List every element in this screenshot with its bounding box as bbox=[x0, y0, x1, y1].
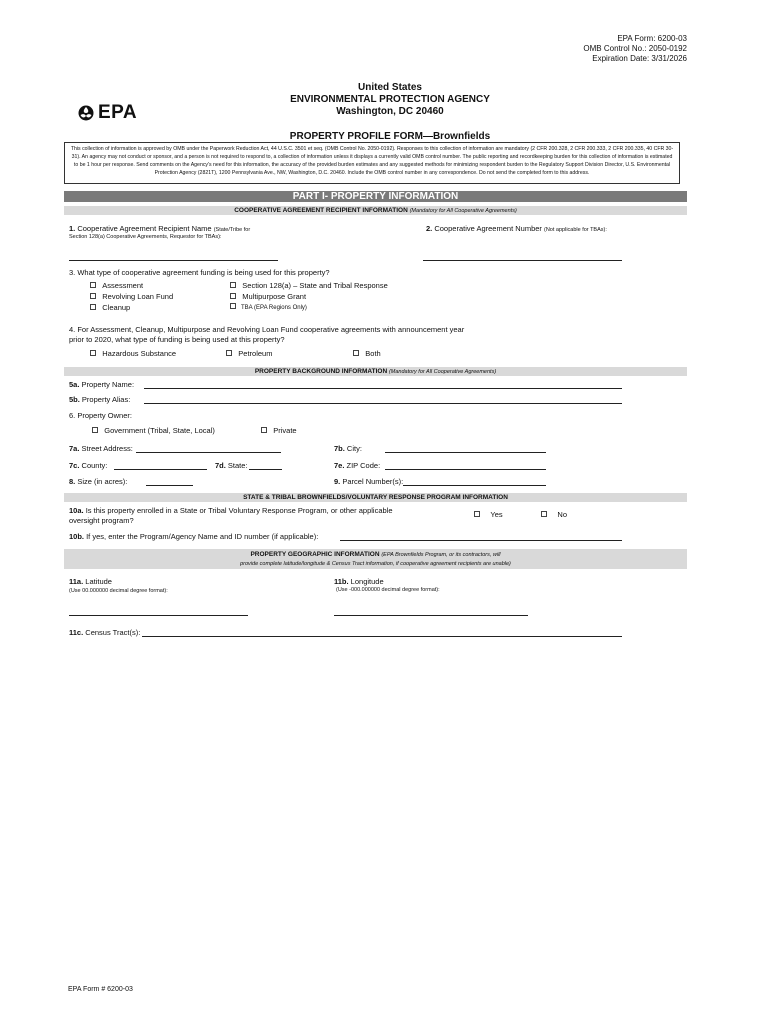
coop-section-title: COOPERATIVE AGREEMENT RECIPIENT INFORMATION bbox=[234, 207, 408, 214]
background-section-title: PROPERTY BACKGROUND INFORMATION bbox=[254, 368, 388, 375]
q2-text: Cooperative Agreement Number bbox=[432, 224, 542, 233]
q1-number: 1. bbox=[69, 224, 76, 233]
q7a-number: 7a. bbox=[69, 444, 80, 453]
vrp-section-header: STATE & TRIBAL BROWNFIELDS/VOLUNTARY RESPONSE PROGRAM INFORMATION bbox=[64, 493, 687, 502]
city-field[interactable] bbox=[385, 452, 546, 453]
q6-option-government[interactable] bbox=[92, 426, 215, 435]
option-label: Cleanup bbox=[102, 303, 131, 312]
parcel-number-field[interactable] bbox=[403, 485, 546, 486]
epa-logo-text: EPA bbox=[98, 102, 138, 123]
q1-label bbox=[69, 224, 250, 233]
q10a-line-2: oversight program? bbox=[69, 516, 134, 525]
checkbox[interactable] bbox=[353, 350, 359, 356]
background-section-note: (Mandatory for All Cooperative Agreements) bbox=[388, 369, 497, 375]
form-header-info bbox=[583, 34, 687, 64]
coop-section-note: (Mandatory for All Cooperative Agreements) bbox=[409, 208, 517, 214]
q11b-number: 11b. bbox=[334, 577, 349, 586]
option-label: Assessment bbox=[102, 281, 144, 290]
street-address-field[interactable] bbox=[136, 452, 281, 453]
q3-option-multipurpose[interactable] bbox=[230, 292, 388, 303]
q11a-number: 11a. bbox=[69, 577, 84, 586]
q7b-number: 7b. bbox=[334, 444, 345, 453]
checkbox[interactable] bbox=[261, 427, 267, 433]
q7c-label bbox=[69, 461, 107, 470]
q10a-number: 10a. bbox=[69, 506, 84, 515]
checkbox[interactable] bbox=[90, 350, 96, 356]
omb-control-number: OMB Control No.: 2050-0192 bbox=[583, 44, 687, 53]
q10a-text: Is this property enrolled in a State or Tribal Voluntary Response Program, or other applicable bbox=[83, 506, 393, 515]
checkbox[interactable] bbox=[541, 511, 547, 517]
q3-option-rlf[interactable] bbox=[90, 292, 173, 303]
q7a-text: Street Address: bbox=[79, 444, 133, 453]
geo-section-note: (EPA Brownfields Program, or its contractors, will bbox=[381, 552, 501, 558]
q9-label bbox=[334, 477, 403, 486]
q10a-line-1 bbox=[69, 506, 393, 515]
part1-title: PART I- PROPERTY INFORMATION bbox=[64, 191, 687, 202]
q6-option-private[interactable] bbox=[261, 426, 297, 435]
checkbox[interactable] bbox=[226, 350, 232, 356]
q10b-text: If yes, enter the Program/Agency Name and ID number (if applicable): bbox=[84, 532, 319, 541]
q7e-number: 7e. bbox=[334, 461, 345, 470]
option-label: Multipurpose Grant bbox=[242, 292, 307, 301]
geo-section-note-2: provide complete latitude/longitude & Census Tract information, if cooperative agreement recipients are unable) bbox=[240, 561, 511, 567]
q7d-label bbox=[215, 461, 248, 470]
recipient-name-field[interactable] bbox=[69, 260, 278, 261]
checkbox[interactable] bbox=[92, 427, 98, 433]
option-label: Revolving Loan Fund bbox=[102, 292, 174, 301]
option-label: Hazardous Substance bbox=[102, 349, 177, 358]
agreement-number-field[interactable] bbox=[423, 260, 622, 261]
form-number: EPA Form: 6200-03 bbox=[617, 34, 687, 43]
size-acres-field[interactable] bbox=[146, 485, 193, 486]
q10a-option-yes[interactable] bbox=[474, 510, 503, 519]
zip-code-field[interactable] bbox=[385, 469, 546, 470]
q7e-label bbox=[334, 461, 380, 470]
agency-line-2: ENVIRONMENTAL PROTECTION AGENCY bbox=[290, 94, 490, 105]
q7d-text: State: bbox=[225, 461, 248, 470]
q7c-number: 7c. bbox=[69, 461, 80, 470]
form-title: PROPERTY PROFILE FORM—Brownfields bbox=[289, 131, 491, 142]
q5b-number: 5b. bbox=[69, 395, 80, 404]
coop-section-header bbox=[64, 206, 687, 215]
q4-option-both[interactable] bbox=[353, 349, 381, 358]
q10a-option-no[interactable] bbox=[541, 510, 567, 519]
census-tract-field[interactable] bbox=[142, 636, 622, 637]
longitude-field[interactable] bbox=[334, 615, 528, 616]
q11c-label bbox=[69, 628, 140, 637]
q10b-number: 10b. bbox=[69, 532, 85, 541]
background-section-header bbox=[64, 367, 687, 376]
q5a-label bbox=[69, 380, 134, 389]
q4-option-petroleum[interactable] bbox=[226, 349, 272, 358]
option-label: Yes bbox=[490, 510, 503, 519]
q5a-text: Property Name: bbox=[79, 380, 135, 389]
q3-option-section128a[interactable] bbox=[230, 281, 388, 292]
county-field[interactable] bbox=[114, 469, 207, 470]
q11c-number: 11c. bbox=[69, 628, 84, 637]
checkbox[interactable] bbox=[90, 282, 96, 288]
q1-text: Cooperative Agreement Recipient Name bbox=[75, 224, 212, 233]
q2-note: (Not applicable for TBAs): bbox=[544, 227, 607, 233]
property-name-field[interactable] bbox=[144, 388, 622, 389]
q11a-label bbox=[69, 577, 112, 586]
q7c-text: County: bbox=[79, 461, 108, 470]
q3-label: 3. What type of cooperative agreement funding is being used for this property? bbox=[69, 268, 330, 277]
option-label: TBA (EPA Regions Only) bbox=[241, 305, 307, 311]
checkbox[interactable] bbox=[230, 303, 236, 309]
q1-note: (State/Tribe for bbox=[213, 227, 251, 233]
paperwork-notice: This collection of information is approved by OMB under the Paperwork Reduction Act, 44 U.S.C. 3501 et seq. (OMB Control No. 2050-0192). Responses to this collection of information are mandatory (2 CFR 200.328, 2 CFR 200.333, 2 CFR 200.335, 40 CFR 30-31). An agency may not conduct or sponsor, and a person is not required to respond to, a collection of information unless it displays a currently valid OMB control number. The public reporting and recordkeeping burden for this collection of information is estimated to be 1 hour per response. Send comments on the Agency's need for this information, the accuracy of the provided burden estimates and any suggested methods for minimizing respondent burden to the Regulatory Support Division Director, U.S. Environmental Protection Agency (2821T), 1200 Pennsylvania Ave., NW, Washington, D.C. 20460. Include the OMB control number in any correspondence. Do not send the completed form to this address. bbox=[64, 142, 680, 184]
checkbox[interactable] bbox=[474, 511, 480, 517]
q8-number: 8. bbox=[69, 477, 76, 486]
q9-text: Parcel Number(s): bbox=[340, 477, 404, 486]
q7a-label bbox=[69, 444, 133, 453]
program-agency-field[interactable] bbox=[340, 540, 622, 541]
q5b-text: Property Alias: bbox=[79, 395, 131, 404]
q1-note-2: Section 128(a) Cooperative Agreements, Requestor for TBAs): bbox=[69, 234, 222, 240]
expiration-date: Expiration Date: 3/31/2026 bbox=[592, 54, 687, 63]
latitude-field[interactable] bbox=[69, 615, 248, 616]
option-label: Petroleum bbox=[238, 349, 273, 358]
agency-line-1: United States bbox=[358, 82, 422, 93]
q7b-label bbox=[334, 444, 362, 453]
q6-label: 6. Property Owner: bbox=[69, 411, 132, 420]
q11b-note: (Use -000.000000 decimal degree format): bbox=[336, 587, 440, 593]
q11a-text: Latitude bbox=[83, 577, 112, 586]
agency-line-3: Washington, DC 20460 bbox=[336, 106, 444, 117]
q10b-label bbox=[69, 532, 318, 541]
q8-label bbox=[69, 477, 127, 486]
q3-option-cleanup[interactable] bbox=[90, 303, 173, 314]
q3-options-left bbox=[90, 281, 173, 314]
q11c-text: Census Tract(s): bbox=[83, 628, 141, 637]
q2-label bbox=[426, 224, 607, 233]
q9-number: 9. bbox=[334, 477, 341, 486]
footer-form-number: EPA Form # 6200-03 bbox=[68, 986, 133, 993]
option-label: Both bbox=[365, 349, 381, 358]
q7e-text: ZIP Code: bbox=[344, 461, 381, 470]
agency-heading bbox=[0, 82, 770, 118]
q7d-number: 7d. bbox=[215, 461, 226, 470]
checkbox[interactable] bbox=[230, 293, 236, 299]
q7b-text: City: bbox=[344, 444, 362, 453]
q3-options-right bbox=[230, 281, 388, 314]
option-label: Government (Tribal, State, Local) bbox=[104, 426, 215, 435]
q4-line-1: 4. For Assessment, Cleanup, Multipurpose and Revolving Loan Fund cooperative agreements with announcement year bbox=[69, 325, 465, 334]
state-field[interactable] bbox=[249, 469, 282, 470]
option-label: Private bbox=[273, 426, 297, 435]
property-alias-field[interactable] bbox=[144, 403, 622, 404]
checkbox[interactable] bbox=[90, 293, 96, 299]
checkbox[interactable] bbox=[230, 282, 236, 288]
option-label: Section 128(a) – State and Tribal Response bbox=[242, 281, 388, 290]
geo-section-header bbox=[64, 549, 687, 569]
q4-line-2: prior to 2020, what type of funding is being used at this property? bbox=[69, 335, 285, 344]
q2-number: 2. bbox=[426, 224, 433, 233]
q5b-label bbox=[69, 395, 130, 404]
q11b-label bbox=[334, 577, 384, 586]
q11a-note: (Use 00.000000 decimal degree format): bbox=[69, 588, 168, 594]
q4-option-hazardous[interactable] bbox=[90, 349, 176, 358]
q5a-number: 5a. bbox=[69, 380, 80, 389]
checkbox[interactable] bbox=[90, 304, 96, 310]
q3-option-tba[interactable] bbox=[230, 303, 388, 314]
geo-section-title: PROPERTY GEOGRAPHIC INFORMATION bbox=[250, 551, 380, 558]
q8-text: Size (in acres): bbox=[75, 477, 128, 486]
q3-option-assessment[interactable] bbox=[90, 281, 173, 292]
q11b-text: Longitude bbox=[348, 577, 384, 586]
option-label: No bbox=[557, 510, 568, 519]
